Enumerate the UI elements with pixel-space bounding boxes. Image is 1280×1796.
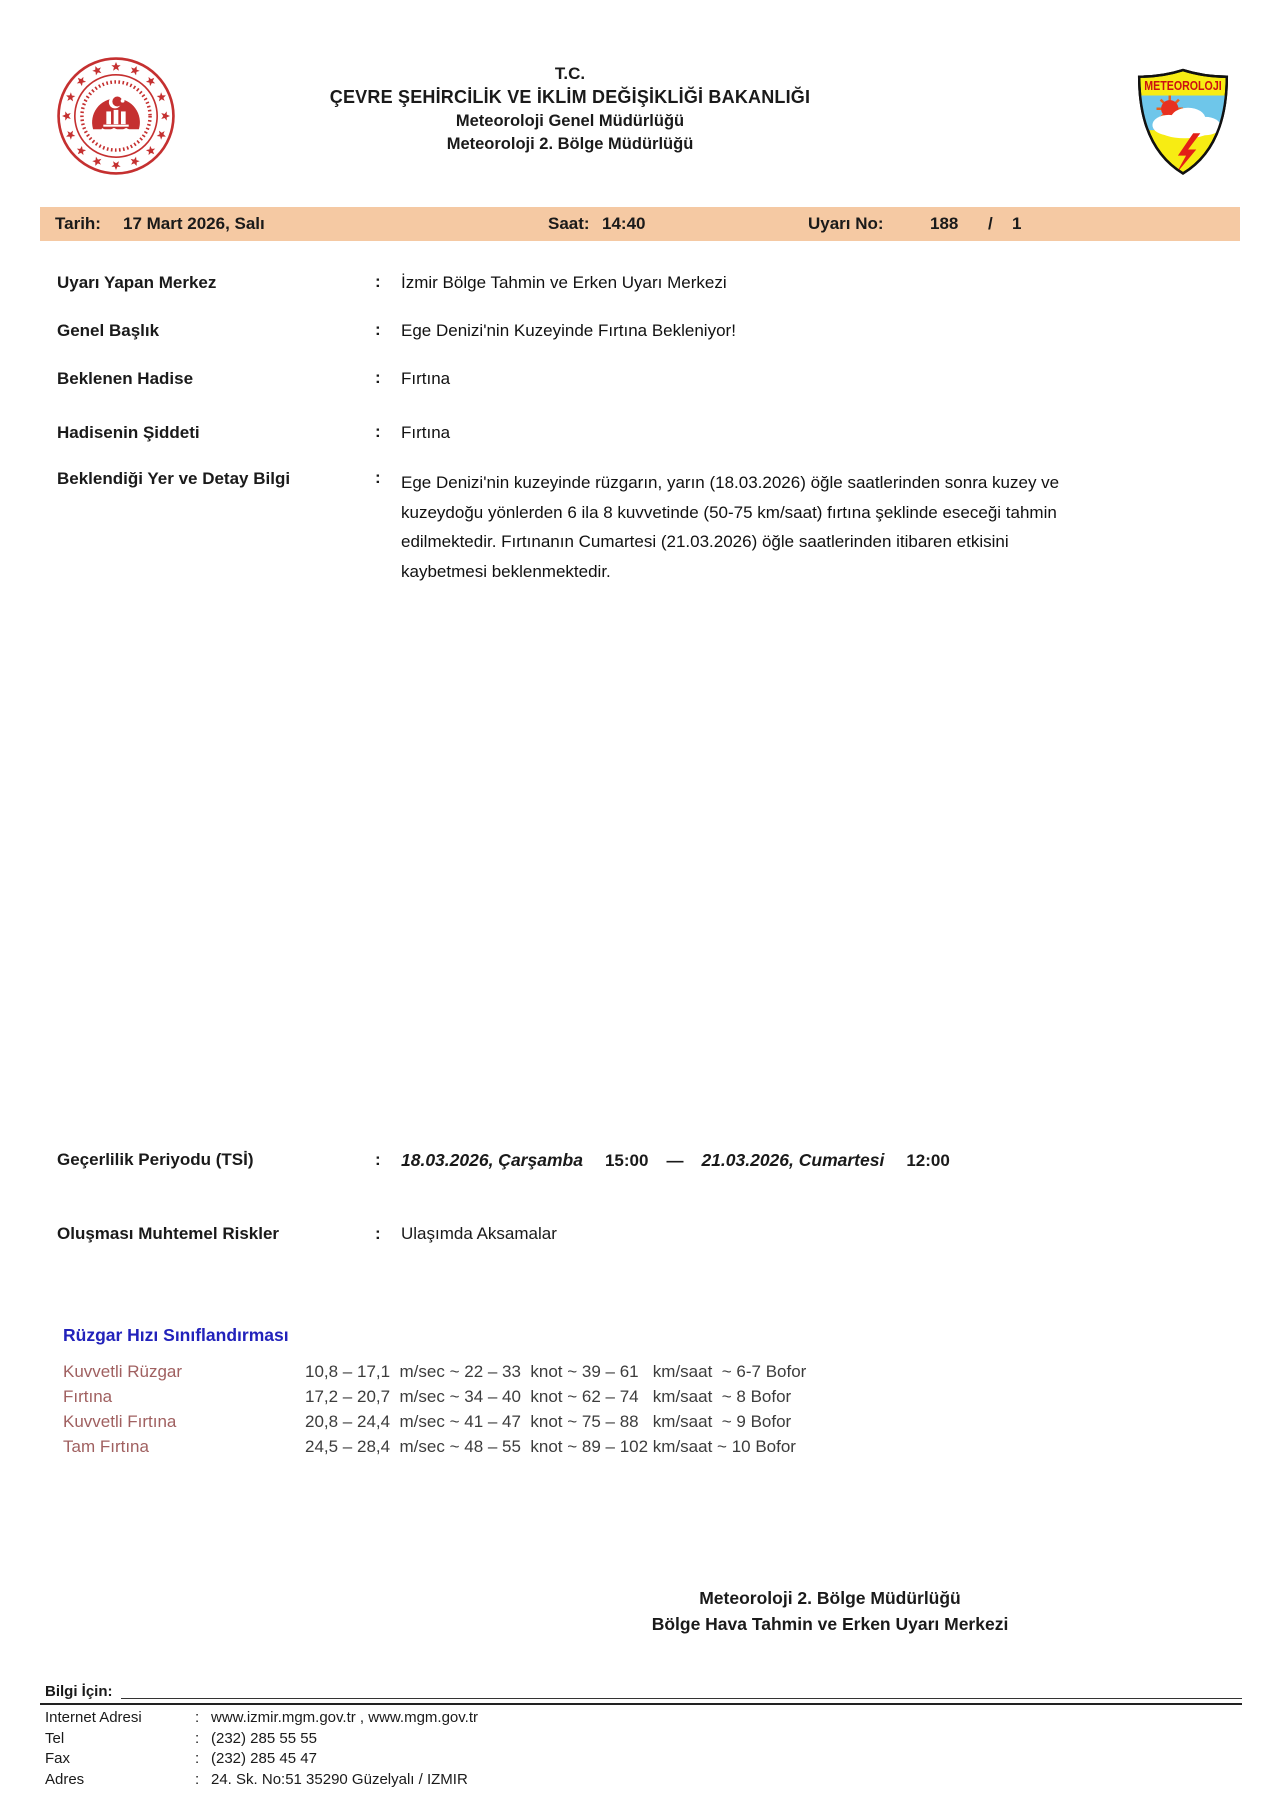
footer-row-value: (232) 285 45 47	[211, 1750, 317, 1767]
wind-row-label: Kuvvetli Fırtına	[63, 1412, 177, 1431]
wind-classification-title: Rüzgar Hızı Sınıflandırması	[63, 1325, 289, 1345]
footer-row-label: Fax	[45, 1750, 71, 1767]
field-colon: :	[375, 272, 381, 291]
footer-row-value: (232) 285 55 55	[211, 1729, 317, 1747]
validity-label: Geçerlilik Periyodu (TSİ)	[57, 1150, 254, 1169]
footer-divider	[40, 1703, 1242, 1705]
wind-row-value: 20,8 – 24,4 m/sec ~ 41 – 47 knot ~ 75 – 88 km/saat ~ 9 Bofor	[305, 1412, 792, 1431]
field-label: Hadisenin Şiddeti	[57, 423, 200, 442]
footer-row-fax	[40, 1749, 1242, 1770]
footer-row-label: Adres	[45, 1770, 85, 1788]
field-colon: :	[375, 320, 381, 339]
meteorology-shield-icon	[1132, 68, 1234, 176]
validity-start-date: 18.03.2026, Çarşamba	[401, 1150, 583, 1170]
meteorology-shield-logo	[1132, 68, 1234, 181]
field-colon: :	[375, 468, 381, 487]
header-tc: T.C.	[554, 64, 586, 83]
field-colon: :	[375, 422, 381, 441]
validity-end-time: 12:00	[906, 1151, 950, 1170]
wind-row-value: 10,8 – 17,1 m/sec ~ 22 – 33 knot ~ 39 – 61 km/saat ~ 6-7 Bofor	[305, 1362, 807, 1381]
field-value: İzmir Bölge Tahmin ve Erken Uyarı Merkezi	[401, 273, 727, 292]
footer-title: Bilgi İçin:	[45, 1683, 113, 1700]
footer-title-row	[40, 1682, 1242, 1701]
wind-row-value: 24,5 – 28,4 m/sec ~ 48 – 55 knot ~ 89 – 102 km/saat ~ 10 Bofor	[305, 1437, 796, 1456]
header-ministry-title: ÇEVRE ŞEHİRCİLİK VE İKLİM DEĞİŞİKLİĞİ BAKANLIĞI	[329, 87, 811, 107]
field-colon: :	[375, 368, 381, 387]
wind-row-strong-storm	[63, 1409, 1213, 1434]
risks-label: Oluşması Muhtemel Riskler	[57, 1224, 280, 1243]
validity-values	[401, 1150, 1237, 1171]
header-regional-directorate: Meteoroloji 2. Bölge Müdürlüğü	[446, 135, 694, 153]
wind-row-strong-wind	[63, 1359, 1213, 1384]
validity-colon: :	[375, 1150, 381, 1169]
signature-line1: Meteoroloji 2. Bölge Müdürlüğü	[699, 1588, 961, 1608]
validity-period-row	[57, 1150, 1237, 1171]
validity-dash: —	[666, 1151, 684, 1170]
field-value: Fırtına	[401, 369, 451, 388]
document-header	[190, 62, 950, 156]
date-label: Tarih:	[55, 214, 101, 233]
field-event-severity	[57, 422, 1237, 444]
possible-risks-row	[57, 1224, 1237, 1244]
field-value: Ege Denizi'nin kuzeyinde rüzgarın, yarın (18.03.2026) öğle saatlerinden sonra kuzey ve kuzeydoğu yönlerden 6 ila 8 kuvvetinde (50-75 km/saat) fırtına şeklinde eseceği tahmin edilmektedir. Fırtınanın Cumartesi (21.03.2026) öğle saatlerinden itibaren etkisini kaybetmesi beklenmektedir.	[401, 473, 1060, 581]
wind-row-full-storm	[63, 1434, 1213, 1459]
footer-row-tel	[40, 1729, 1242, 1750]
risks-colon: :	[375, 1224, 381, 1243]
footer-row-colon: :	[195, 1709, 200, 1726]
wind-row-storm	[63, 1384, 1213, 1409]
wind-classification-section	[63, 1325, 1213, 1459]
footer-title-rule	[121, 1698, 1243, 1699]
wind-row-label: Kuvvetli Rüzgar	[63, 1362, 183, 1381]
time-value: 14:40	[602, 214, 646, 233]
footer-row-colon: :	[195, 1770, 200, 1788]
shield-text: METEOROLOJI	[1144, 77, 1222, 93]
validity-start-time: 15:00	[604, 1151, 649, 1170]
footer-contact-section	[40, 1682, 1242, 1790]
warning-page-value: 1	[1012, 214, 1022, 233]
signature-line2: Bölge Hava Tahmin ve Erken Uyarı Merkezi	[651, 1614, 1009, 1634]
time-label: Saat:	[548, 214, 590, 233]
footer-row-address	[40, 1770, 1242, 1791]
info-bar	[40, 207, 1240, 241]
footer-row-label: Tel	[45, 1729, 65, 1747]
footer-row-value: www.izmir.mgm.gov.tr , www.mgm.gov.tr	[211, 1709, 478, 1726]
field-location-detail	[57, 468, 1237, 586]
government-seal-logo	[55, 55, 177, 182]
wind-row-label: Fırtına	[63, 1387, 113, 1406]
validity-end-date: 21.03.2026, Cumartesi	[701, 1150, 885, 1170]
signature-block	[430, 1585, 1230, 1637]
footer-row-label: Internet Adresi	[45, 1709, 142, 1726]
field-value: Fırtına	[401, 423, 451, 442]
footer-row-value: 24. Sk. No:51 35290 Güzelyalı / IZMIR	[211, 1770, 468, 1788]
footer-row-colon: :	[195, 1750, 200, 1767]
field-label: Beklenen Hadise	[57, 369, 194, 388]
wind-row-label: Tam Fırtına	[63, 1437, 149, 1456]
field-general-title	[57, 320, 1237, 342]
footer-row-colon: :	[195, 1729, 200, 1747]
field-value: Ege Denizi'nin Kuzeyinde Fırtına Bekleniyor!	[401, 321, 736, 340]
field-label: Genel Başlık	[57, 321, 160, 340]
field-label: Beklendiği Yer ve Detay Bilgi	[57, 469, 291, 488]
government-seal-icon	[55, 55, 177, 177]
field-expected-event	[57, 368, 1237, 390]
header-general-directorate: Meteoroloji Genel Müdürlüğü	[455, 112, 685, 130]
warning-number-separator: /	[988, 214, 993, 233]
date-value: 17 Mart 2026, Salı	[123, 214, 265, 233]
field-warning-center	[57, 272, 1237, 294]
warning-number-value: 188	[930, 214, 959, 233]
footer-row-internet	[40, 1708, 1242, 1729]
risks-value: Ulaşımda Aksamalar	[401, 1224, 557, 1243]
field-label: Uyarı Yapan Merkez	[57, 273, 217, 292]
warning-number-label: Uyarı No:	[808, 214, 884, 233]
wind-row-value: 17,2 – 20,7 m/sec ~ 34 – 40 knot ~ 62 – 74 km/saat ~ 8 Bofor	[305, 1387, 792, 1406]
